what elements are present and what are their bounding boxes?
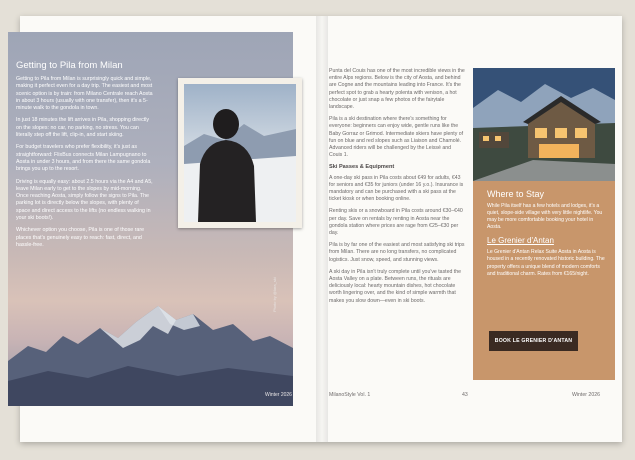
paragraph: A ski day in Pila isn't truly complete until you've tasted the Aosta Valley on a plate. Between runs, the rituals are deliciously local: hearty mountain dishes, hot chocolate worth lingering over, and the kind of simple warmth that makes you slow down—even in ski boots. [329,268,462,304]
right-article-column [329,68,465,310]
left-article [16,60,153,254]
page-gutter [316,16,328,442]
paragraph: Pila is by far one of the easiest and most satisfying ski trips from Milan. There are no long transfers, no complicated logistics. Just snow, speed, and stunning views. [329,242,465,263]
hotel-name: Le Grenier d'Antan [487,236,554,246]
skier-photo [184,84,296,222]
page-number: 43 [462,392,468,398]
photo-credit: Photo by @lara_ski [272,277,277,312]
paragraph: Getting to Pila from Milan is surprisingly quick and simple, making it perfect even for a day trip. The easiest and most scenic option is by train: from Milano Centrale reach Aosta in about 3 hours (usually with one transfer), then it's a 5-minute walk to the gondola in town. [16,76,153,112]
paragraph: Pila is a ski destination where there's something for everyone: beginners can enjoy wide, gentle runs like the Baby Gorraz or Grimod. Intermediate skiers have plenty of fun on blue and red slopes such as Liaison and Chamolé. Advanced riders will be challenged by the Leissé and Couis 1. [329,116,464,159]
paragraph: In just 18 minutes the lift arrives in Pila, shopping directly on the slopes: no car, no parking, no stress. You can literally step off the lift, clip-in, and start skiing. [16,117,150,139]
skier-silhouette [184,84,296,222]
paragraph: For budget travelers who prefer flexibility, it's just as straightforward: FlixBus connects Milan Lampugnano to Aosta in under 3 hours, and from there the same gondola brings you up to the resort. [16,144,151,173]
photo-frame [178,78,302,228]
resort-photo [473,68,615,181]
article-title: Getting to Pila from Milan [16,60,123,71]
resort-illustration [473,68,615,181]
paragraph: Driving is equally easy: about 2.5 hours via the A4 and A5, leave Milan early to get to the slopes by mid-morning. Once reaching Aosta, simply follow the signs to Pila. The parking lot is directly below the slopes, with plenty of space and direct access to the lifts (no endless walking in your ski boots!). [16,178,153,222]
paragraph: Whichever option you choose, Pila is one of those rare places that's genuinely easy to reach: fast, direct, and hassle-free. [16,227,145,248]
section-heading: Ski Passes & Equipment [329,164,395,171]
book-hotel-button[interactable]: BOOK LE GRENIER D'ANTAN [489,331,578,351]
mountain-illustration [8,286,293,406]
hotel-text: Le Grenier d'Antan Relax Suite Aosta in Aosta is housed in a recently renovated historic building. The property offers a unique blend of modern comforts and traditional charm. Rates from €165/night. [487,249,605,277]
paragraph: A one-day ski pass in Pila costs about €49 for adults, €43 for seniors and €35 for juniors (under 16 y.o.). Insurance is mandatory and can be purchased with a ski pass at the ticket kiosk or when booking online. [329,174,464,203]
right-footer-issue: Winter 2026 [572,392,600,398]
paragraph: Renting skis or a snowboard in Pila costs around €30–€40 per day. Save on rentals by renting in Aosta near the gondola station where prices are rage from €25–€30 per day. [329,208,463,237]
stay-text: While Pila itself has a few hotels and lodges, it's a quiet, slope-side village with very little nightlife. You may be more comfortable booking your hotel in Aosta. [487,203,603,231]
stay-title: Where to Stay [487,189,545,199]
paragraph: Punta del Couis has one of the most incredible views in the entire Alps regions. Below is the city of Aosta, and behind are Cogne and the mountains leading into France. It's the perfect spot to grab a hearty polenta with venison, a hot chocolate or just snap a few photos of the fairytale landscape. [329,68,465,111]
right-footer-magazine: MilanoStyle Vol. 1 [329,392,371,398]
left-page-footer: Winter 2026 [265,392,292,398]
